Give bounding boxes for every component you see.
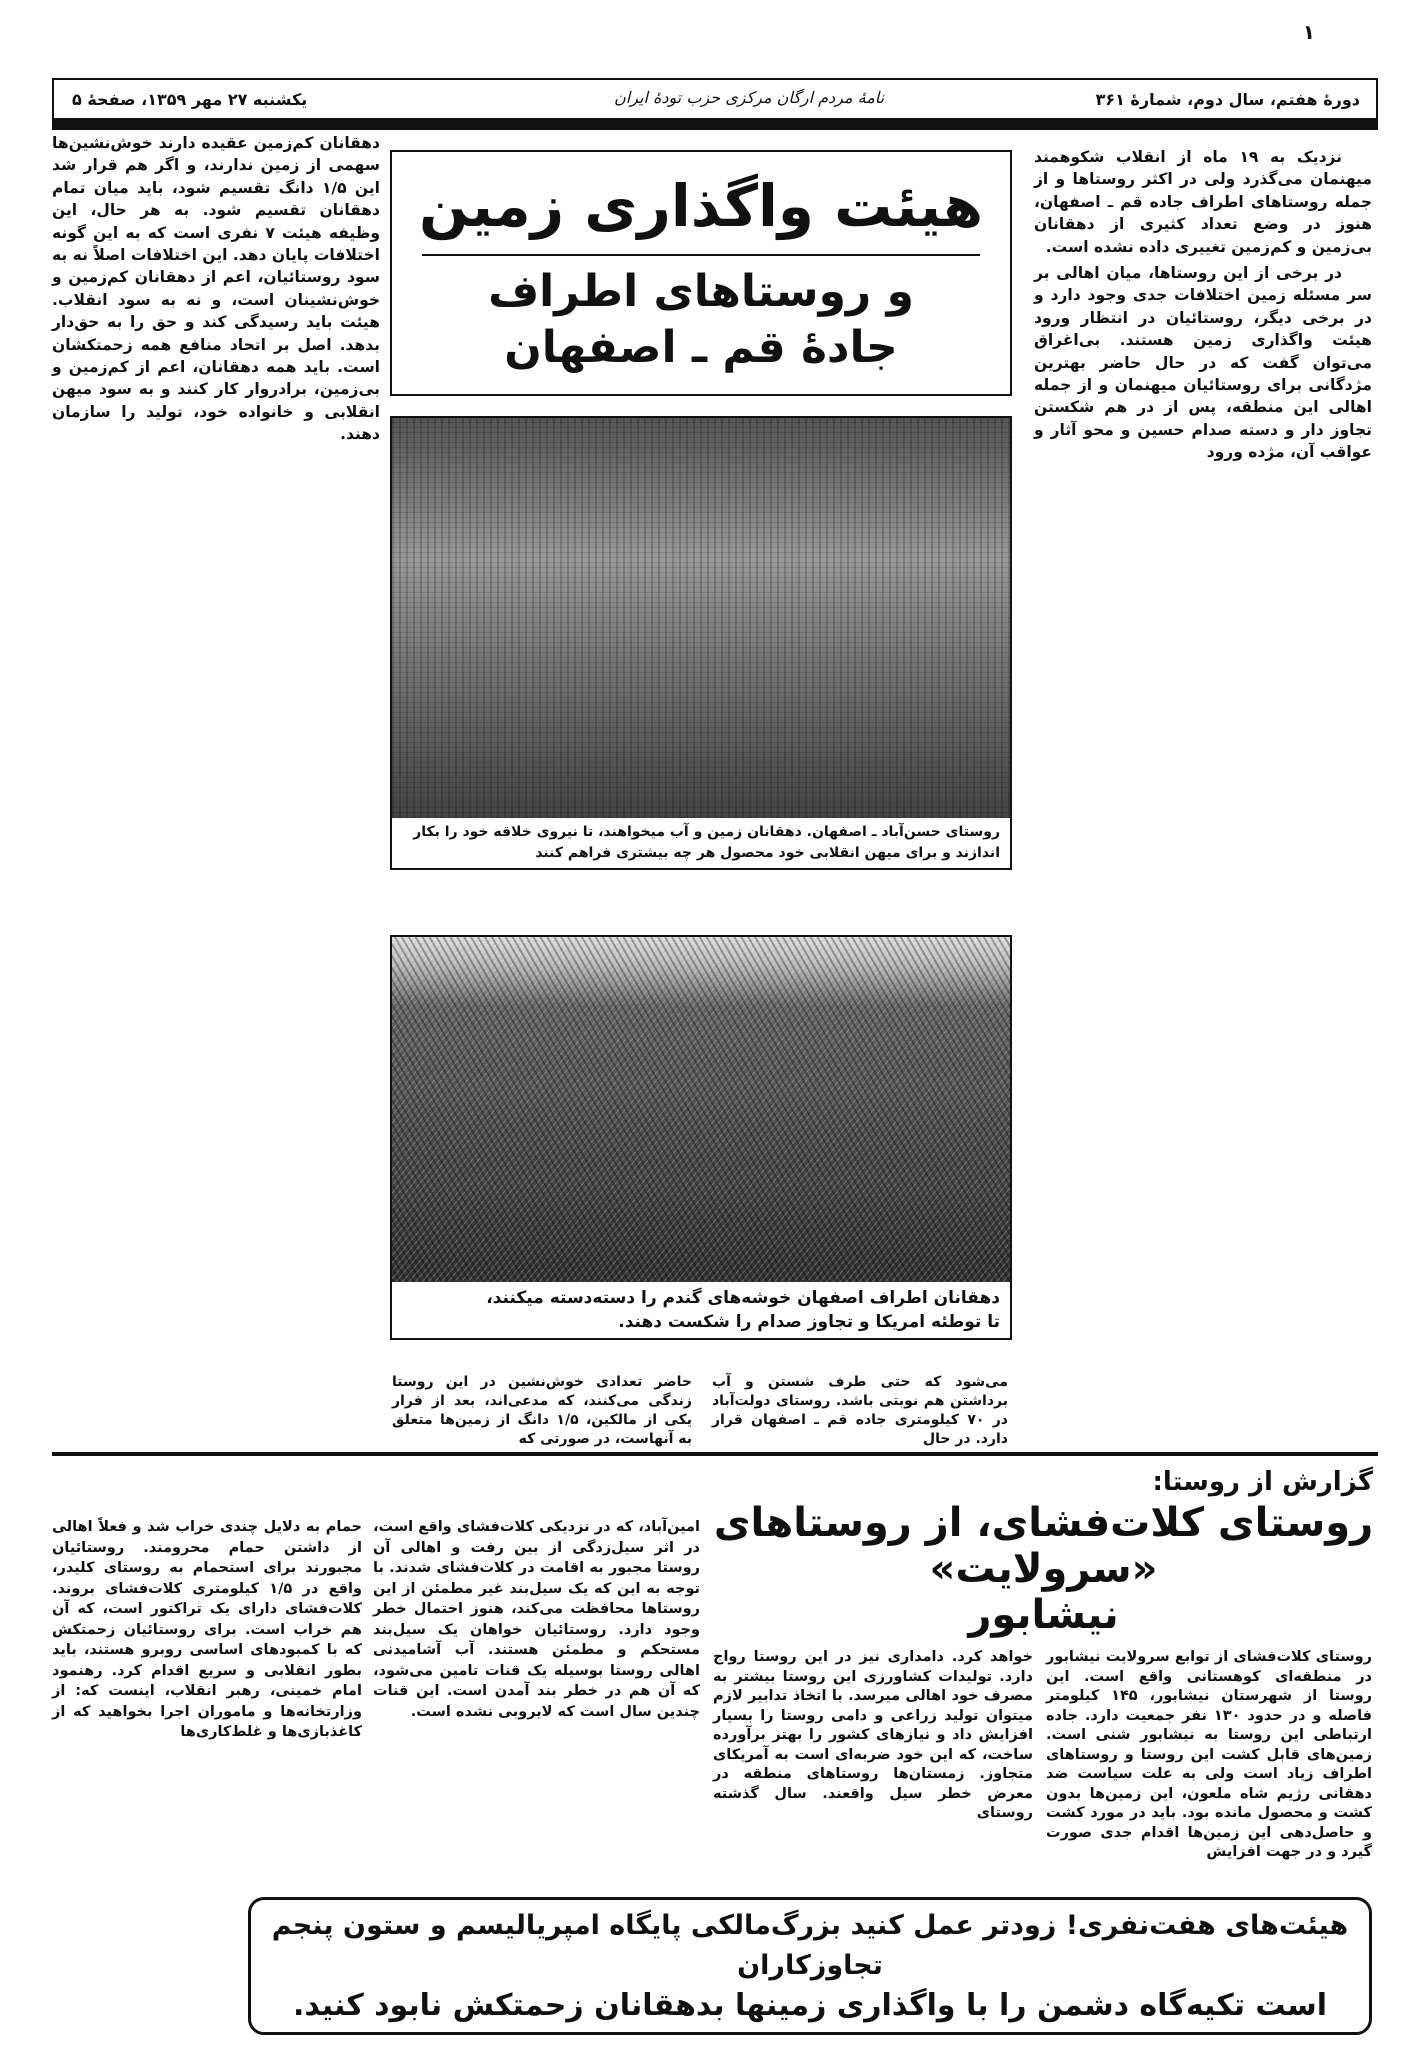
photo2-caption (390, 1282, 1012, 1340)
headline-sub-line1: و روستاهای اطراف (488, 266, 914, 317)
headline-line: روستای کلات‌فشای، از روستاهای «سرولایت» (713, 1500, 1374, 1592)
article2-column-2: خواهد کرد. دامداری نیز در این روستا رواج دارد. تولیدات کشاورزی این روستا بیشتر به مصرف خود اهالی میرسد. با اتخاذ تدابیر لازم میتوان تولید زراعی و دامی روستا را بسیار افزایش داد و نیازهای کشور را بهتر برآورده ساخت، که این خود ضربه‌ای است به آمریکای متجاوز. زمستان‌ها روستاهای منطقه در معرض خطر سیل واقعند. سال گذشته روستای (713, 1649, 1033, 1821)
article2-kicker: گزارش از روستا: (1152, 1467, 1373, 1497)
article2-column-3: امین‌آباد، که در نزدیکی کلات‌فشای واقع است، در اثر سیل‌زدگی از بین رفت و اهالی آن روستا مجبور به اقامت در کلات‌فشای شدند. با توجه به این که یک سیل‌بند غیر مطمئن از این روستاها محافظت می‌کند، هنوز احتمال خطر وجود دارد. روستائیان خواهان یک سیل‌بند مستحکم و مطمئن هستند. آب آشامیدنی اهالی روستا بوسیله یک قنات تامین می‌شود، که آن هم در خطر بند آمدن است. این قنات چندین سال است که لایروبی نشده است. (373, 1519, 700, 1720)
article1-headline-box (390, 150, 1012, 396)
article2-column-1: روستای کلات‌فشای از توابع سرولایت نیشابور در منطقه‌ای کوهستانی واقع است. این روستا از شهرستان نیشابور، ۱۴۵ کیلومتر فاصله و در حدود ۱۳۰ نفر جمعیت دارد. جاده ارتباطی این روستا به نیشابور شنی است. زمین‌های قابل کشت این روستا و روستاهای اطراف زیاد است ولی به علت سیاست ضد دهقانی رژیم شاه ملعون، این زمین‌ها بدون کشت و محصول مانده بود. باید در مورد کشت و حاصل‌دهی این زمین‌ها اقدام جدی صورت گیرد و در جهت افزایش (1046, 1649, 1373, 1860)
banner-line: است تکیه‌گاه دشمن را با واگذاری زمینها بدهقانان زحمتکش نابود کنید. (293, 1988, 1327, 2023)
article1-right-column (1034, 146, 1372, 464)
issue-info: دورهٔ هفتم، سال دوم، شمارهٔ ۳۶۱ (1095, 90, 1360, 109)
caption-line: اندازند و برای میهن انقلابی خود محصول هر چه بیشتری فراهم کنند (535, 845, 1000, 861)
banner-line: هیئت‌های هفت‌نفری! زودتر عمل کنید بزرگ‌مالکی پایگاه امپریالیسم و ستون پنجم تجاوزکاران (271, 1910, 1349, 1981)
header-rule (52, 118, 1378, 130)
article1-bottom-column-left: حاضر تعدادی خوش‌نشین در این روستا زندگی می‌کنند، که مدعی‌اند، بعد از فرار یکی از مالکین، ۱/۵ دانگ از زمین‌ها متعلق به آنهاست، در صورتی که (392, 1374, 692, 1447)
newspaper-masthead: نامهٔ مردم ارگان مرکزی حزب تودهٔ ایران (614, 88, 885, 107)
photo-villagers-hasanabad (390, 416, 1012, 820)
headline-sub (392, 264, 1010, 376)
headline-line: نیشابور (968, 1592, 1119, 1638)
photo1-caption (390, 818, 1012, 870)
photo-wheat-harvest (390, 935, 1012, 1284)
paragraph: دهقانان کم‌زمین عقیده دارند خوش‌نشین‌ها سهمی از زمین ندارند، و اگر هم قرار شد این ۱/۵ دانگ تقسیم شود، باید میان تمام دهقانان تقسیم شود. به هر حال، این وظیفه هیئت ۷ نفری است که به این گونه اختلافات پایان دهد. این اختلافات اصلاً نه به سود روستائیان، اعم از دهقانان کم‌زمین و خوش‌نشینان است، و نه به سود انقلاب. هیئت باید رسیدگی کند و حق را به حق‌دار بدهد. اصل بر اتحاد منافع همه زحمتکشان است. باید همه دهقانان، اعم از کم‌زمین و بی‌زمین، برادروار کار کنند و به سود میهن انقلابی و خانواده خود، تولید را سازمان دهند. (52, 134, 380, 444)
paragraph: در برخی از این روستاها، میان اهالی بر سر مسئله زمین اختلافات جدی وجود دارد و در برخی دیگر، روستائیان در انتظار ورود هیئت واگذاری زمین هستند. بی‌اغراق می‌توان گفت که در حال حاضر بهترین مژدگانی برای روستائیان میهنمان و از جمله اهالی این منطقه، پس از در هم شکستن تجاوز دار و دسته صدام حسین و محو آثار و عواقب آن، مژده ورود (1034, 264, 1372, 462)
headline-divider (422, 254, 980, 256)
slogan-banner (248, 1897, 1372, 2035)
caption-line: دهقانان اطراف اصفهان خوشه‌های گندم را دسته‌دسته میکنند، (486, 1288, 1000, 1308)
headline-main: هیئت واگذاری زمین (418, 172, 984, 240)
caption-line: تا توطئه امریکا و تجاوز صدام را شکست دهند. (618, 1312, 1000, 1332)
caption-line: روستای حسن‌آباد ـ اصفهان. دهقانان زمین و آب میخواهند، تا نیروی خلاقه خود را بکار (413, 824, 1000, 840)
article2-column-4: حمام به دلایل چندی خراب شد و فعلاً اهالی از داشتن حمام محرومند. روستائیان مجبورند برای استحمام به روستای کلیدر، واقع در ۱/۵ کیلومتری کلات‌فشای بروند. کلات‌فشای دارای یک تراکتور است، که آن هم خراب است. برای روستائیان زحمتکش که با کمبودهای اساسی روبرو هستند، باید بطور انقلابی و سریع اقدام کرد. رهنمود امام خمینی، رهبر انقلاب، اینست که: از وزارتخانه‌ها و ماموران اجرا بخواهید که از کاغذبازی‌ها و غلط‌کاری‌ها (52, 1519, 362, 1740)
article2-headline (713, 1500, 1374, 1638)
article1-bottom-column-right: می‌شود که حتی طرف شستن و آب برداشتن هم نوبتی باشد. روستای دولت‌آباد در ۷۰ کیلومتری جاده قم ـ اصفهان قرار دارد. در حال (712, 1374, 1008, 1447)
page-number: ۱ (1302, 20, 1315, 44)
paragraph: نزدیک به ۱۹ ماه از انقلاب شکوهمند میهنمان می‌گذرد ولی در اکثر روستاها و از جمله روستاهای اطراف جاده قم ـ اصفهان، هنوز در وضع تعداد کثیری از دهقانان بی‌زمین و کم‌زمین تغییری داده نشده است. (1034, 148, 1372, 256)
date-page: یکشنبه ۲۷ مهر ۱۳۵۹، صفحهٔ ۵ (72, 90, 308, 109)
article1-left-column (52, 132, 380, 446)
section-divider (52, 1452, 1378, 1456)
headline-sub-line2: جادهٔ قم ـ اصفهان (504, 322, 898, 373)
